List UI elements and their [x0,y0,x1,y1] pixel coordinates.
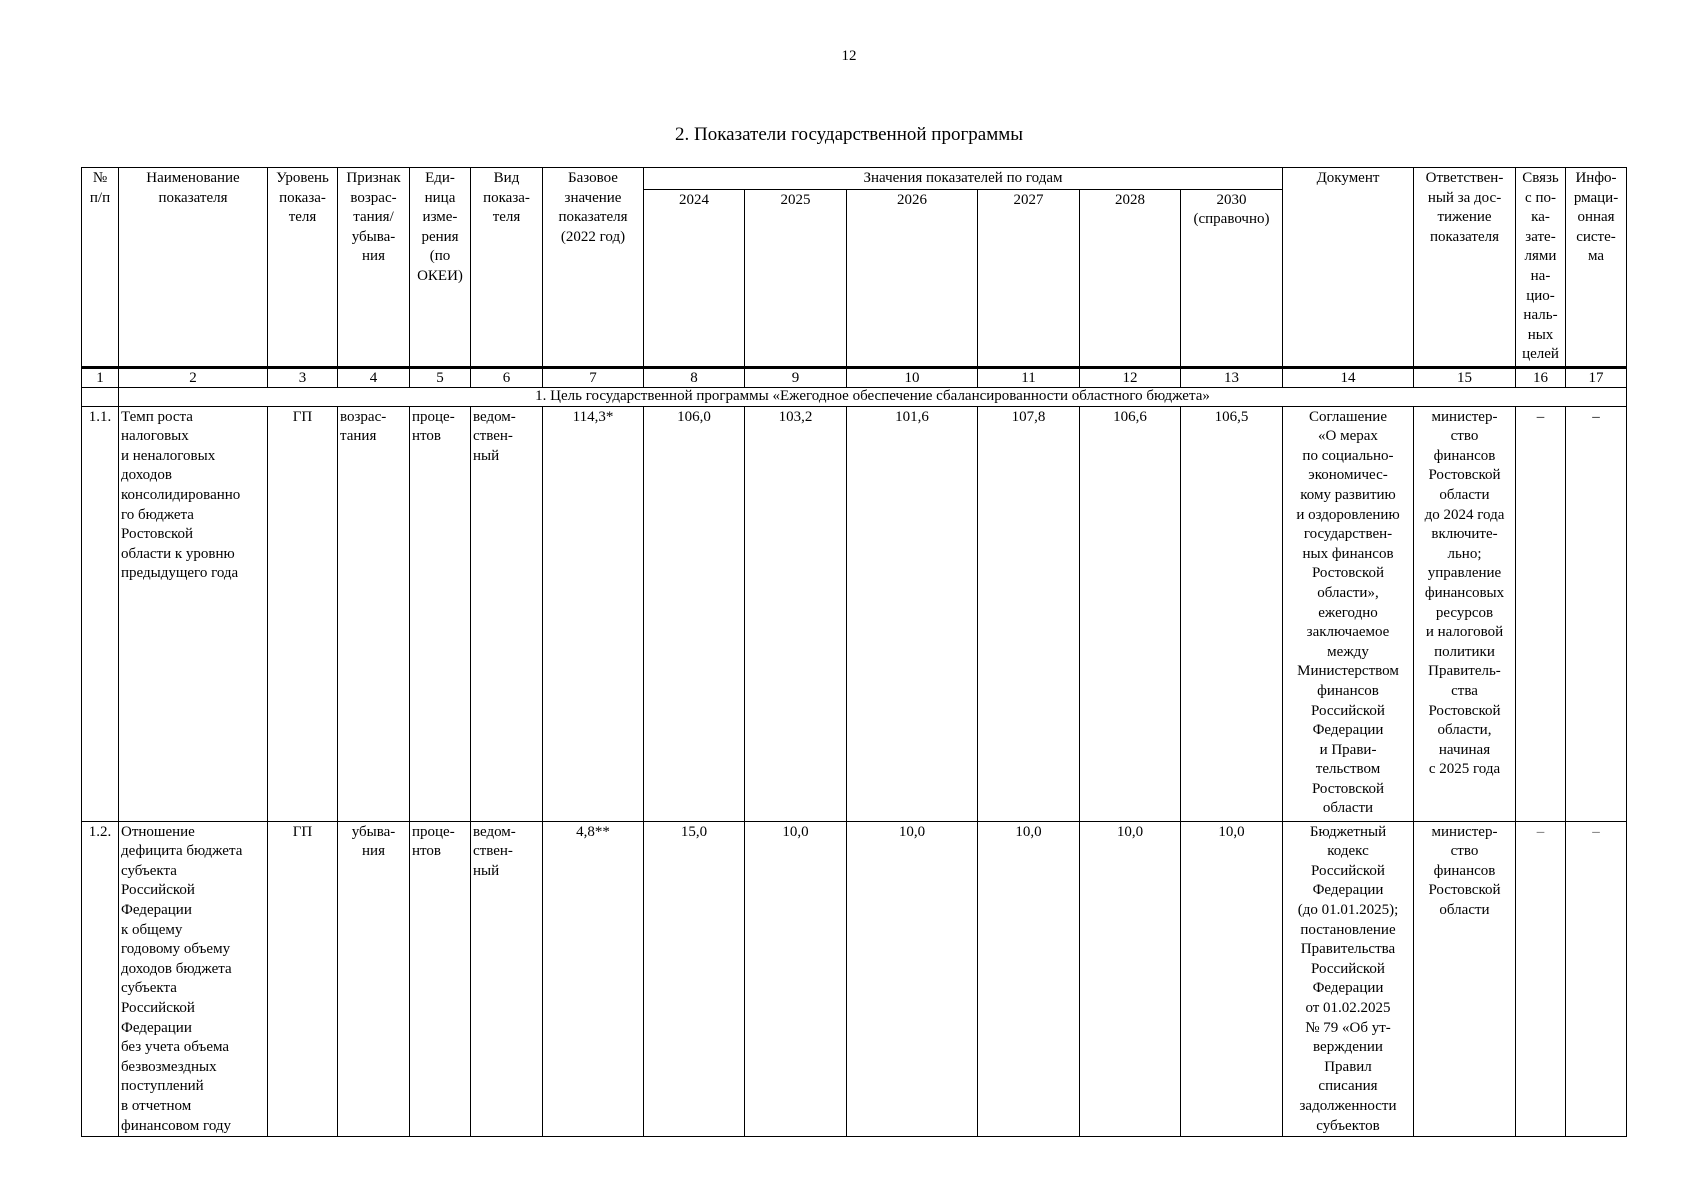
row-num: 1.2. [82,821,119,1137]
goal-row-lead [82,387,119,406]
row-document: Бюджетный кодекс Российской Федерации (до 01.01.2025); постановление Правительства Российской Федерации от 01.02.2025 № 79 «Об ут- верждении Правил списания задолженности субъектов [1283,821,1414,1137]
header-info: Инфо- рмаци- онная систе- ма [1566,168,1627,368]
row-info-system: – [1566,821,1627,1137]
header-unit: Еди- ница изме- рения (по ОКЕИ) [410,168,471,368]
page-number: 12 [841,48,857,64]
row-trend: возрас- тания [338,406,410,821]
column-number: 11 [978,367,1080,387]
header-year: 2027 [978,189,1080,367]
row-value-2028: 106,6 [1080,406,1181,821]
column-number: 7 [543,367,644,387]
row-value-2024: 15,0 [644,821,745,1137]
column-number: 17 [1566,367,1627,387]
row-value-2025: 103,2 [745,406,847,821]
header-document: Документ [1283,168,1414,368]
header-level: Уровень показа- теля [268,168,338,368]
column-number: 15 [1414,367,1516,387]
header-year: 2026 [847,189,978,367]
row-base-value: 114,3* [543,406,644,821]
header-link: Связь с по- ка- зате- лями на- цио- наль- ных целей [1516,168,1566,368]
row-indicator-name: Отношение дефицита бюджета субъекта Российской Федерации к общему годовому объему доходов бюджета субъекта Российской Федерации без учета объема безвозмездных поступлений в отчетном финансовом году [119,821,268,1137]
row-value-2026: 101,6 [847,406,978,821]
column-number: 1 [82,367,119,387]
row-base-value: 4,8** [543,821,644,1137]
column-number: 9 [745,367,847,387]
row-level: ГП [268,821,338,1137]
header-kind: Вид показа- теля [471,168,543,368]
column-number: 2 [119,367,268,387]
header-year: 2024 [644,189,745,367]
header-trend: Признак возрас- тания/ убыва- ния [338,168,410,368]
column-number: 5 [410,367,471,387]
header-base: Базовое значение показателя (2022 год) [543,168,644,368]
row-unit: проце- нтов [410,406,471,821]
header-responsible: Ответствен- ный за дос- тижение показателя [1414,168,1516,368]
row-national-goals-link: – [1516,821,1566,1137]
column-number: 4 [338,367,410,387]
goal-row [82,387,1627,406]
row-level: ГП [268,406,338,821]
column-number: 16 [1516,367,1566,387]
header-name: Наименование показателя [119,168,268,368]
row-value-2030: 106,5 [1181,406,1283,821]
row-value-2027: 107,8 [978,406,1080,821]
row-value-2026: 10,0 [847,821,978,1137]
header-values-group: Значения показателей по годам [644,168,1283,190]
row-responsible: министер- ство финансов Ростовской области [1414,821,1516,1137]
row-unit: проце- нтов [410,821,471,1137]
page-title: 2. Показатели государственной программы [674,124,1024,145]
row-value-2027: 10,0 [978,821,1080,1137]
row-trend: убыва- ния [338,821,410,1137]
goal-title: 1. Цель государственной программы «Ежегодное обеспечение сбалансированности областного бюджета» [119,387,1627,406]
header-year: 2028 [1080,189,1181,367]
row-indicator-name: Темп роста налоговых и неналоговых доходов консолидированно го бюджета Ростовской области к уровню предыдущего года [119,406,268,821]
column-number: 14 [1283,367,1414,387]
row-value-2028: 10,0 [1080,821,1181,1137]
header-num: № п/п [82,168,119,368]
row-responsible: министер- ство финансов Ростовской области до 2024 года включите- льно; управление финансовых ресурсов и налоговой политики Правитель- ства Ростовской области, начиная с 2025 года [1414,406,1516,821]
header-year: 2025 [745,189,847,367]
row-num: 1.1. [82,406,119,821]
row-kind: ведом- ствен- ный [471,406,543,821]
column-numbers-row [82,367,1627,387]
column-number: 13 [1181,367,1283,387]
header-year: 2030 (справочно) [1181,189,1283,367]
indicators-table [81,167,1627,1137]
table-row [82,406,1627,821]
column-number: 12 [1080,367,1181,387]
row-kind: ведом- ствен- ный [471,821,543,1137]
column-number: 10 [847,367,978,387]
column-number: 6 [471,367,543,387]
column-number: 3 [268,367,338,387]
header-row-1 [82,168,1627,190]
column-number: 8 [644,367,745,387]
row-value-2030: 10,0 [1181,821,1283,1137]
row-national-goals-link: – [1516,406,1566,821]
row-info-system: – [1566,406,1627,821]
table-row [82,821,1627,1137]
row-value-2024: 106,0 [644,406,745,821]
row-value-2025: 10,0 [745,821,847,1137]
row-document: Соглашение «О мерах по социально- экономичес- кому развитию и оздоровлению государствен- ных финансов Ростовской области», ежегодно заключаемое между Министерством финансов Российской Федерации и Прави- тельством Ростовской области [1283,406,1414,821]
